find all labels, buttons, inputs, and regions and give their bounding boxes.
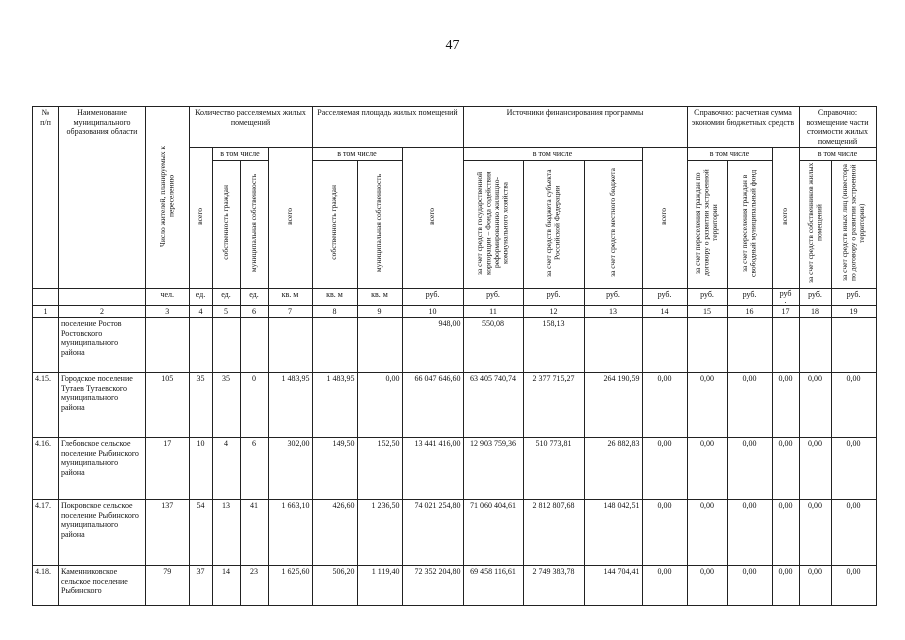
row-name: Городское поселение Тутаев Тутаевского муниципального района bbox=[59, 373, 146, 438]
table-row bbox=[33, 438, 877, 500]
header-savings-free-fund: за счет переселения граждан в свободный муниципальный фонд bbox=[727, 160, 772, 288]
row-reimb-owners: 0,00 bbox=[799, 500, 831, 566]
row-name: Покровское сельское поселение Рыбинского муниципального района bbox=[59, 500, 146, 566]
header-funding-in-that: в том числе bbox=[463, 148, 642, 161]
header-local-budget: за счет средств местного бюджета bbox=[584, 160, 642, 288]
col-number: 1 bbox=[33, 305, 59, 318]
row-total-units: 35 bbox=[189, 373, 212, 438]
header-area-group: Расселяемая площадь жилых помещений bbox=[312, 107, 463, 148]
row-reimb-investors: 0,00 bbox=[831, 566, 876, 606]
table-row bbox=[33, 500, 877, 566]
col-number: 6 bbox=[240, 305, 268, 318]
row-subject: 158,13 bbox=[523, 318, 584, 373]
row-fund: 63 405 740,74 bbox=[463, 373, 523, 438]
row-area-municipal: 0,00 bbox=[357, 373, 402, 438]
header-count-in-that: в том числе bbox=[212, 148, 268, 161]
unit-cell: кв. м bbox=[357, 288, 402, 305]
row-fund: 69 458 116,61 bbox=[463, 566, 523, 606]
row-sav-territory: 0,00 bbox=[687, 500, 727, 566]
row-no: 4.16. bbox=[33, 438, 59, 500]
header-savings-territory: за счет переселения граждан по договору о развитии застроенной территории bbox=[687, 160, 727, 288]
row-local: 26 882,83 bbox=[584, 438, 642, 500]
resettlement-table bbox=[32, 106, 877, 606]
row-reimb-owners: 0,00 bbox=[799, 566, 831, 606]
row-residents: 137 bbox=[146, 500, 190, 566]
row-no: 4.18. bbox=[33, 566, 59, 606]
row-name: Глебовское сельское поселение Рыбинского муниципального района bbox=[59, 438, 146, 500]
row-total-units: 54 bbox=[189, 500, 212, 566]
unit-cell: руб. bbox=[463, 288, 523, 305]
row-name: поселение Ростов Ростовского муниципального района bbox=[59, 318, 146, 373]
row-residents: 105 bbox=[146, 373, 190, 438]
row-area-total: 1 663,10 bbox=[268, 500, 312, 566]
header-name: Наименование муниципального образования области bbox=[59, 107, 146, 289]
header-subject-budget: за счет средств бюджета субъекта Российской Федерации bbox=[523, 160, 584, 288]
unit-cell: ед. bbox=[240, 288, 268, 305]
row-municipal-units: 6 bbox=[240, 438, 268, 500]
row-citizens-units: 13 bbox=[212, 500, 240, 566]
row-subject: 2 749 383,78 bbox=[523, 566, 584, 606]
col-number: 19 bbox=[831, 305, 876, 318]
unit-cell: руб. bbox=[727, 288, 772, 305]
row-funding-total: 74 021 254,80 bbox=[402, 500, 463, 566]
row-total-units: 37 bbox=[189, 566, 212, 606]
header-fund-reform: за счет средств государственной корпорации – Фонда содействия реформированию жилищно-коммунального хозяйства bbox=[463, 160, 523, 288]
row-reimb-investors: 0,00 bbox=[831, 373, 876, 438]
row-area-total: 1 483,95 bbox=[268, 373, 312, 438]
header-residents: Число жителей, планируемых к переселению bbox=[146, 107, 190, 289]
row-fund: 550,08 bbox=[463, 318, 523, 373]
col-number: 9 bbox=[357, 305, 402, 318]
row-no: 4.15. bbox=[33, 373, 59, 438]
header-count-group: Количество расселяемых жилых помещений bbox=[189, 107, 312, 148]
row-sav-territory: 0,00 bbox=[687, 373, 727, 438]
row-no: 4.17. bbox=[33, 500, 59, 566]
row-funding-total: 66 047 646,60 bbox=[402, 373, 463, 438]
col-number: 10 bbox=[402, 305, 463, 318]
unit-cell: руб . bbox=[772, 288, 799, 305]
row-subject: 2 377 715,27 bbox=[523, 373, 584, 438]
row-area-citizens: 506,20 bbox=[312, 566, 357, 606]
row-local: 264 190,59 bbox=[584, 373, 642, 438]
table-row-continuation bbox=[33, 318, 877, 373]
header-savings-total: всего bbox=[642, 148, 687, 289]
row-area-total: 1 625,60 bbox=[268, 566, 312, 606]
row-municipal-units: 23 bbox=[240, 566, 268, 606]
col-number: 8 bbox=[312, 305, 357, 318]
row-sav-free: 0,00 bbox=[727, 566, 772, 606]
row-reimb-total: 0,00 bbox=[772, 438, 799, 500]
row-area-municipal: 1 236,50 bbox=[357, 500, 402, 566]
header-funding-total: всего bbox=[402, 148, 463, 289]
header-area-citizens: собственность граждан bbox=[312, 160, 357, 288]
row-reimb-investors: 0,00 bbox=[831, 438, 876, 500]
header-reimb-in-that: в том числе bbox=[799, 148, 876, 161]
header-savings-in-that: в том числе bbox=[687, 148, 772, 161]
row-funding-total: 72 352 204,80 bbox=[402, 566, 463, 606]
row-municipal-units: 0 bbox=[240, 373, 268, 438]
unit-cell: кв. м bbox=[312, 288, 357, 305]
unit-cell: руб. bbox=[402, 288, 463, 305]
column-numbers-row bbox=[33, 305, 877, 318]
row-local: 148 042,51 bbox=[584, 500, 642, 566]
header-funding-group: Источники финансирования программы bbox=[463, 107, 687, 148]
col-number: 4 bbox=[189, 305, 212, 318]
row-reimb-total: 0,00 bbox=[772, 500, 799, 566]
row-sav-territory: 0,00 bbox=[687, 438, 727, 500]
row-residents: 17 bbox=[146, 438, 190, 500]
header-savings-group: Справочно: расчетная сумма экономии бюджетных средств bbox=[687, 107, 799, 148]
unit-cell bbox=[33, 288, 59, 305]
col-number: 5 bbox=[212, 305, 240, 318]
row-fund: 71 060 404,61 bbox=[463, 500, 523, 566]
row-sav-free: 0,00 bbox=[727, 373, 772, 438]
row-area-citizens: 426,60 bbox=[312, 500, 357, 566]
col-number: 7 bbox=[268, 305, 312, 318]
row-reimb-total: 0,00 bbox=[772, 566, 799, 606]
row-area-municipal: 152,50 bbox=[357, 438, 402, 500]
header-reimb-group: Справочно: возмещение части стоимости жилых помещений bbox=[799, 107, 876, 148]
row-residents: 79 bbox=[146, 566, 190, 606]
unit-cell: чел. bbox=[146, 288, 190, 305]
col-number: 11 bbox=[463, 305, 523, 318]
row-reimb-owners: 0,00 bbox=[799, 373, 831, 438]
page-number: 47 bbox=[445, 38, 460, 53]
unit-cell: руб. bbox=[687, 288, 727, 305]
row-sav-free: 0,00 bbox=[727, 500, 772, 566]
header-count-total: всего bbox=[189, 148, 212, 289]
row-sav-free: 0,00 bbox=[727, 438, 772, 500]
row-fund: 12 903 759,36 bbox=[463, 438, 523, 500]
row-reimb-investors: 0,00 bbox=[831, 500, 876, 566]
header-area-in-that: в том числе bbox=[312, 148, 402, 161]
table-row bbox=[33, 566, 877, 606]
header-reimb-total: всего bbox=[772, 148, 799, 289]
row-area-citizens: 149,50 bbox=[312, 438, 357, 500]
col-number: 13 bbox=[584, 305, 642, 318]
row-subject: 510 773,81 bbox=[523, 438, 584, 500]
row-reimb-owners: 0,00 bbox=[799, 438, 831, 500]
row-funding-total: 13 441 416,00 bbox=[402, 438, 463, 500]
header-count-municipal: муниципальная собственность bbox=[240, 160, 268, 288]
row-citizens-units: 14 bbox=[212, 566, 240, 606]
header-row-groups bbox=[33, 107, 877, 148]
col-number: 3 bbox=[146, 305, 190, 318]
row-funding-total: 948,00 bbox=[402, 318, 463, 373]
table-row bbox=[33, 373, 877, 438]
header-no: № п/п bbox=[33, 107, 59, 289]
header-reimb-owners: за счет средств собственников жилых помещений bbox=[799, 160, 831, 288]
row-reimb-total: 0,00 bbox=[772, 373, 799, 438]
row-subject: 2 812 807,68 bbox=[523, 500, 584, 566]
unit-cell: руб. bbox=[584, 288, 642, 305]
col-number: 12 bbox=[523, 305, 584, 318]
col-number: 17 bbox=[772, 305, 799, 318]
unit-cell: руб. bbox=[642, 288, 687, 305]
units-row bbox=[33, 288, 877, 305]
col-number: 15 bbox=[687, 305, 727, 318]
header-reimb-investors: за счет средств иных лиц (инвестора по договору о развитии застроенной территории) bbox=[831, 160, 876, 288]
unit-cell: руб. bbox=[523, 288, 584, 305]
col-number: 14 bbox=[642, 305, 687, 318]
row-citizens-units: 4 bbox=[212, 438, 240, 500]
col-number: 2 bbox=[59, 305, 146, 318]
row-name: Каменниковское сельское поселение Рыбинского bbox=[59, 566, 146, 606]
row-local: 144 704,41 bbox=[584, 566, 642, 606]
unit-cell: кв. м bbox=[268, 288, 312, 305]
header-area-total: всего bbox=[268, 148, 312, 289]
row-sav-total: 0,00 bbox=[642, 438, 687, 500]
unit-cell: руб. bbox=[831, 288, 876, 305]
header-count-citizens: собственность граждан bbox=[212, 160, 240, 288]
col-number: 18 bbox=[799, 305, 831, 318]
row-sav-total: 0,00 bbox=[642, 500, 687, 566]
row-area-citizens: 1 483,95 bbox=[312, 373, 357, 438]
unit-cell: ед. bbox=[189, 288, 212, 305]
unit-cell: ед. bbox=[212, 288, 240, 305]
header-area-municipal: муниципальная собственность bbox=[357, 160, 402, 288]
row-sav-territory: 0,00 bbox=[687, 566, 727, 606]
unit-cell bbox=[59, 288, 146, 305]
row-area-municipal: 1 119,40 bbox=[357, 566, 402, 606]
row-sav-total: 0,00 bbox=[642, 373, 687, 438]
row-sav-total: 0,00 bbox=[642, 566, 687, 606]
row-citizens-units: 35 bbox=[212, 373, 240, 438]
row-area-total: 302,00 bbox=[268, 438, 312, 500]
row-municipal-units: 41 bbox=[240, 500, 268, 566]
col-number: 16 bbox=[727, 305, 772, 318]
row-total-units: 10 bbox=[189, 438, 212, 500]
unit-cell: руб. bbox=[799, 288, 831, 305]
